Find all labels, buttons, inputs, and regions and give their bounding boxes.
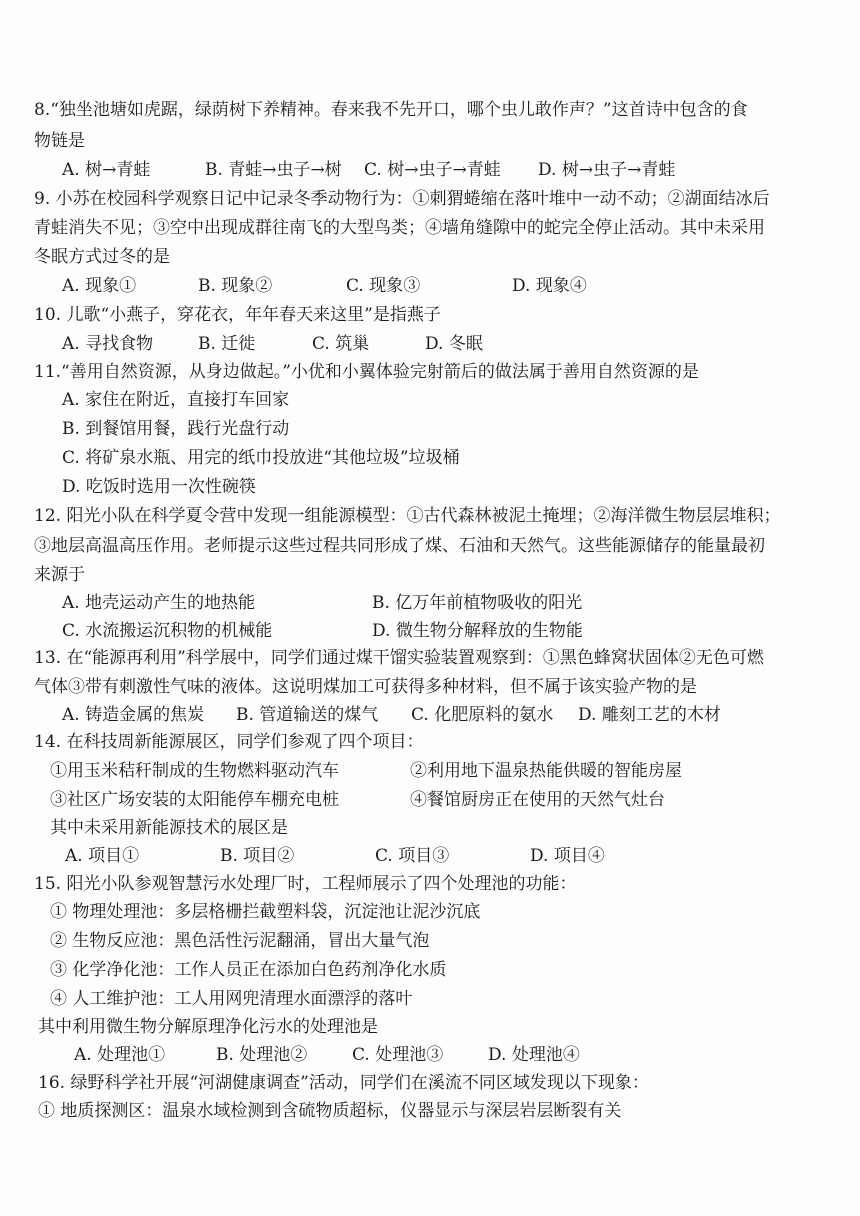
q11-option-b: B. 到餐馆用餐，践行光盘行动 (62, 419, 290, 439)
q14-option-a: A. 项目① (65, 846, 140, 866)
q12-options-row2 (0, 620, 860, 642)
q9-stem-cont2: 冬眠方式过冬的是 (34, 247, 170, 267)
q11-option-c: C. 将矿泉水瓶、用完的纸巾投放进“其他垃圾”垃圾桶 (62, 448, 460, 468)
q15-stem-cont: 其中利用微生物分解原理净化污水的处理池是 (38, 1017, 378, 1037)
q14-option-c: C. 项目③ (375, 846, 450, 866)
q11-stem: 11.“善用自然资源，从身边做起。”小优和小翼体验完射箭后的做法属于善用自然资源的是 (34, 362, 699, 382)
q13-stem-cont: 气体③带有刺激性气味的液体。这说明煤加工可获得多种材料，但不属于该实验产物的是 (34, 677, 697, 697)
q13-option-b: B. 管道输送的煤气 (236, 705, 379, 725)
q14-option-d: D. 项目④ (530, 846, 605, 866)
q8-option-b: B. 青蛙→虫子→树 (205, 160, 342, 180)
q14-item-3: ③社区广场安装的太阳能停车棚充电桩 (50, 790, 339, 810)
q8-option-a: A. 树→青蛙 (62, 160, 151, 180)
q15-option-d: D. 处理池④ (488, 1045, 580, 1065)
q14-items-row2 (0, 789, 860, 811)
q15-item-1: ① 物理处理池：多层格栅拦截塑料袋，沉淀池让泥沙沉底 (50, 902, 481, 922)
q15-option-c: C. 处理池③ (352, 1045, 444, 1065)
q11-option-a: A. 家住在附近，直接打车回家 (62, 390, 290, 410)
q8-stem-cont: 物链是 (34, 131, 85, 151)
q10-option-d: D. 冬眠 (425, 334, 483, 354)
q15-options (0, 1044, 860, 1066)
q9-stem: 9. 小苏在校园科学观察日记中记录冬季动物行为：①刺猬蜷缩在落叶堆中一动不动；②湖面结冰后 (34, 189, 770, 209)
q11-option-d: D. 吃饭时选用一次性碗筷 (62, 477, 256, 497)
q12-option-c: C. 水流搬运沉积物的机械能 (62, 621, 273, 641)
q9-options (0, 275, 860, 297)
q9-stem-cont: 青蛙消失不见；③空中出现成群往南飞的大型鸟类；④墙角缝隙中的蛇完全停止活动。其中未采用 (34, 218, 765, 238)
q14-item-2: ②利用地下温泉热能供暖的智能房屋 (410, 761, 682, 781)
q15-item-3: ③ 化学净化池：工作人员正在添加白色药剂净化水质 (50, 960, 447, 980)
q15-option-a: A. 处理池① (74, 1045, 166, 1065)
q15-stem: 15. 阳光小队参观智慧污水处理厂时，工程师展示了四个处理池的功能： (34, 874, 577, 894)
q14-option-b: B. 项目② (220, 846, 295, 866)
q9-option-a: A. 现象① (62, 276, 137, 296)
q12-stem-cont2: 来源于 (34, 565, 85, 585)
q14-options (0, 845, 860, 867)
q13-options (0, 704, 860, 726)
q10-option-c: C. 筑巢 (312, 334, 370, 354)
q12-option-a: A. 地壳运动产生的地热能 (62, 593, 256, 613)
q10-options (0, 333, 860, 355)
q12-stem-cont: ③地层高温高压作用。老师提示这些过程共同形成了煤、石油和天然气。这些能源储存的能量最初 (34, 536, 765, 556)
q9-option-c: C. 现象③ (346, 276, 421, 296)
q13-option-a: A. 铸造金属的焦炭 (62, 705, 205, 725)
q10-option-a: A. 寻找食物 (62, 334, 154, 354)
q9-option-b: B. 现象② (198, 276, 273, 296)
q13-option-c: C. 化肥原料的氨水 (411, 705, 554, 725)
q13-stem: 13. 在“能源再利用”科学展中，同学们通过煤干馏实验装置观察到：①黑色蜂窝状固体②无色可燃 (34, 648, 764, 668)
q10-option-b: B. 迁徙 (198, 334, 256, 354)
q14-stem: 14. 在科技周新能源展区，同学们参观了四个项目： (34, 732, 424, 752)
q10-stem: 10. 儿歌“小燕子，穿花衣，年年春天来这里”是指燕子 (34, 305, 441, 325)
q8-option-c: C. 树→虫子→青蛙 (364, 160, 501, 180)
q8-options (0, 159, 860, 181)
q15-item-4: ④ 人工维护池：工人用网兜清理水面漂浮的落叶 (50, 989, 413, 1009)
q14-item-4: ④餐馆厨房正在使用的天然气灶台 (410, 790, 665, 810)
q14-stem-cont: 其中未采用新能源技术的展区是 (50, 818, 288, 838)
q12-option-b: B. 亿万年前植物吸收的阳光 (372, 593, 583, 613)
q12-options-row1 (0, 592, 860, 614)
q14-item-1: ①用玉米秸秆制成的生物燃料驱动汽车 (50, 761, 339, 781)
q13-option-d: D. 雕刻工艺的木材 (578, 705, 721, 725)
q14-items-row1 (0, 760, 860, 782)
q12-stem: 12. 阳光小队在科学夏令营中发现一组能源模型：①古代森林被泥土掩埋；②海洋微生物层层堆积； (34, 506, 781, 526)
q12-option-d: D. 微生物分解释放的生物能 (372, 621, 583, 641)
q9-option-d: D. 现象④ (512, 276, 587, 296)
q16-item-1: ① 地质探测区：温泉水域检测到含硫物质超标，仪器显示与深层岩层断裂有关 (38, 1101, 622, 1121)
q15-item-2: ② 生物反应池：黑色活性污泥翻涌，冒出大量气泡 (50, 931, 430, 951)
q15-option-b: B. 处理池② (216, 1045, 308, 1065)
q16-stem: 16. 绿野科学社开展“河湖健康调查”活动，同学们在溪流不同区域发现以下现象： (38, 1073, 649, 1093)
q8-stem: 8.“独坐池塘如虎踞，绿荫树下养精神。春来我不先开口，哪个虫儿敢作声？”这首诗中包含的食 (34, 100, 748, 120)
q8-option-d: D. 树→虫子→青蛙 (538, 160, 676, 180)
